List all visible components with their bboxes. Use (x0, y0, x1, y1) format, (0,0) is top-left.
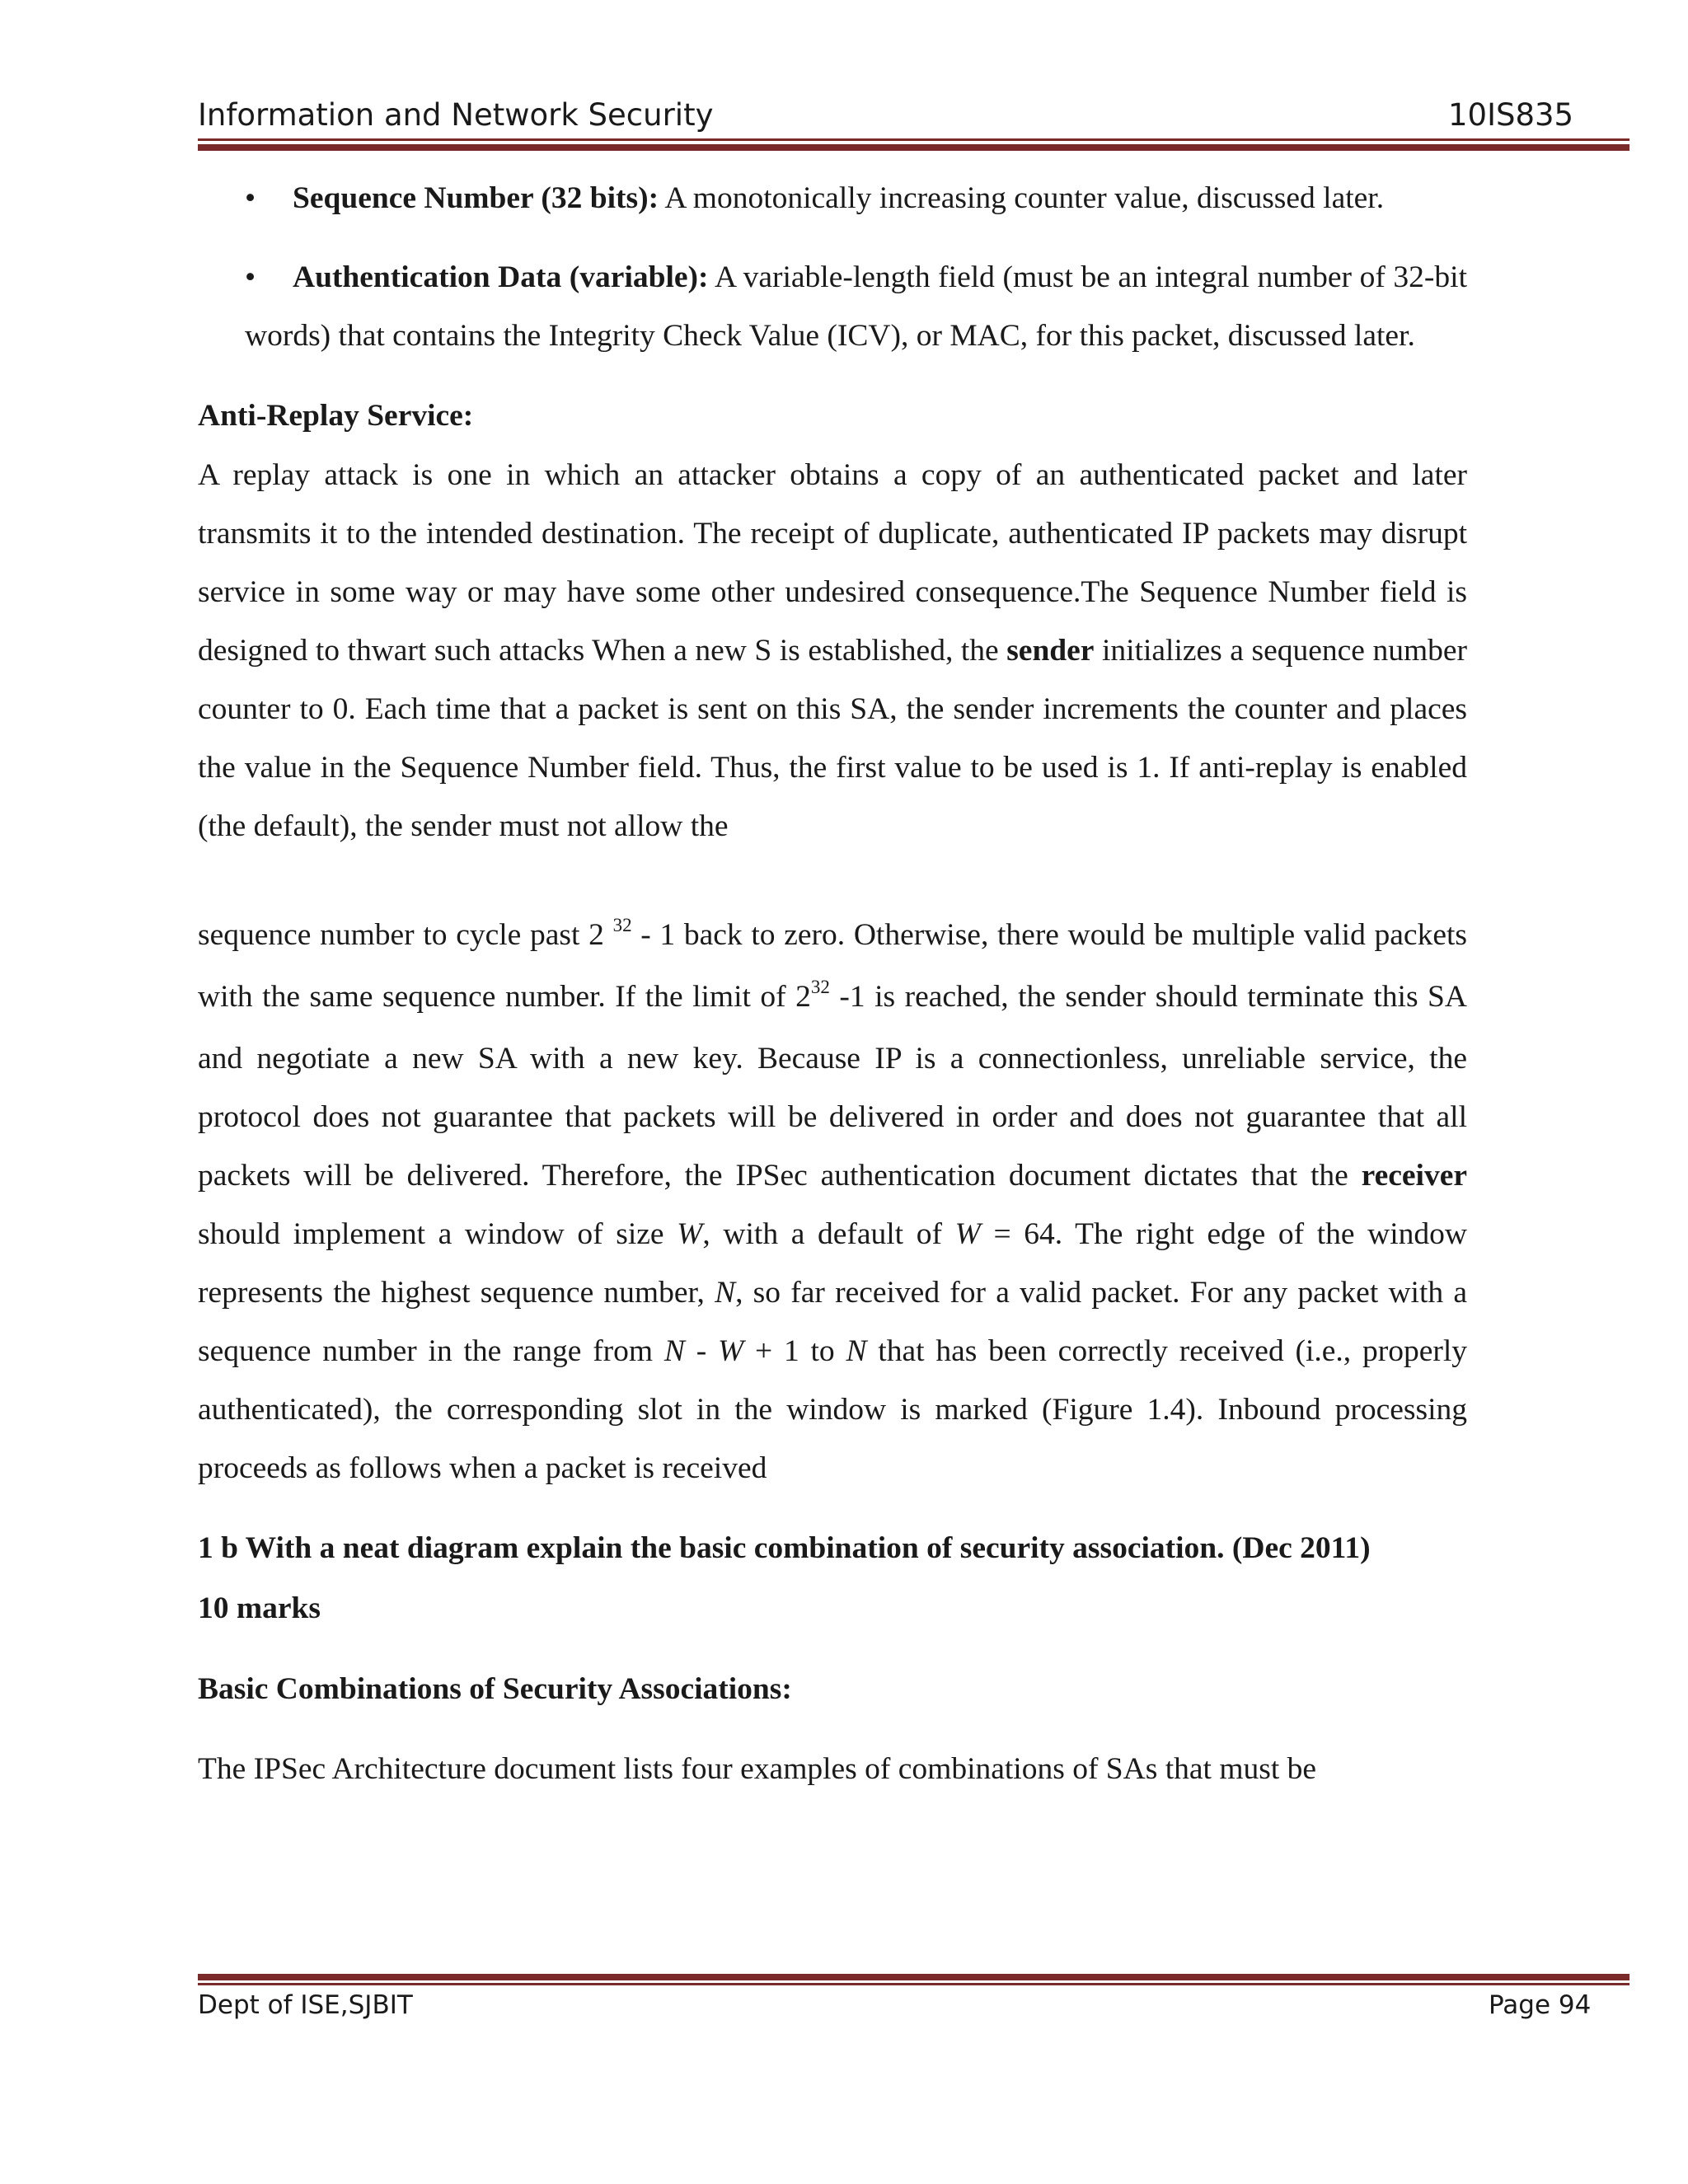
paragraph-text: - 1 back to zero. Otherwise, there would be multiple valid packets with the same sequence number. If the limit of 2 (198, 918, 1467, 1014)
paragraph-text: + 1 to (743, 1334, 846, 1368)
question-marks: 10 marks (198, 1591, 321, 1625)
paragraph-text: A replay attack is one in which an attacker obtains a copy of an authenticated packet and later transmits it to the intended destination. The receipt of duplicate, authenticated IP packets may disrupt service in some way or may have some other undesired consequence.The Sequence Number field is designed to thwart such attacks When a new S is established, the (198, 458, 1467, 668)
spacer (198, 1497, 1467, 1518)
bullet-text: A monotonically increasing counter value, discussed later. (659, 181, 1385, 215)
footer-rule-thin (198, 1983, 1629, 1985)
bold-term-sender: sender (1006, 634, 1095, 668)
paragraph-ipsec-architecture: The IPSec Architecture document lists four examples of combinations of SAs that must be (198, 1752, 1317, 1786)
spacer (198, 227, 1467, 248)
bold-term-receiver: receiver (1361, 1159, 1467, 1193)
paragraph-text: sequence number to cycle past 2 (198, 918, 613, 952)
paragraph-replay-attack (198, 446, 1467, 855)
bullet-sequence-number (245, 169, 1467, 227)
paragraph-text: = 64. The right edge of the window represents the highest sequence number, (198, 1217, 1467, 1310)
paragraph-text: - (684, 1334, 718, 1368)
italic-variable: W (954, 1217, 981, 1251)
bullet-icon: • (245, 181, 256, 215)
spacer (198, 365, 1467, 386)
footer-department: Dept of ISE,SJBIT (198, 1990, 413, 2020)
spacer (198, 855, 1467, 906)
exponent: 32 (810, 977, 830, 997)
paragraph-text: , with a default of (702, 1217, 955, 1251)
italic-variable: W (677, 1217, 703, 1251)
bullet-label: Authentication Data (variable): (293, 260, 709, 294)
italic-variable: N (663, 1334, 685, 1368)
exponent: 32 (612, 915, 632, 935)
paragraph-text: -1 is reached, the sender should terminate this SA and negotiate a new SA with a new key. Because IP is a connectionless, unreliable service, the protocol does not guarantee that packets will be delivered in order and does not guarantee that all packets will be delivered. Therefore, the IPSec authentication document dictates that the (198, 980, 1467, 1193)
bullet-label: Sequence Number (32 bits): (293, 181, 659, 215)
footer-rule-thick (198, 1974, 1629, 1980)
bullet-icon: • (245, 260, 256, 294)
footer-page-number: Page 94 (1489, 1990, 1592, 2020)
paragraph-text: that has been correctly received (i.e., properly authenticated), the corresponding slot in the window is marked (Figure 1.4). Inbound processing proceeds as follows when a packet is received (198, 1334, 1468, 1485)
italic-variable: N (715, 1276, 736, 1310)
header-rule-thin (198, 138, 1629, 141)
header-rule-thick (198, 144, 1629, 151)
paragraph-text: , so far received for a valid packet. For any packet with a sequence number in the range from (198, 1276, 1467, 1368)
italic-variable: N (846, 1334, 867, 1368)
header-title: Information and Network Security (198, 97, 714, 133)
section-heading-anti-replay: Anti-Replay Service: (198, 399, 474, 433)
bullet-text: A variable-length field (must be an integral number of 32-bit words) that contains the Integrity Check Value (ICV), or MAC, for this packet, discussed later. (245, 260, 1468, 353)
section-heading-basic-combinations: Basic Combinations of Security Associations: (198, 1672, 792, 1706)
header-course-code: 10IS835 (1448, 97, 1574, 133)
paragraph-sequence-window (198, 906, 1467, 1497)
spacer (198, 1638, 1467, 1659)
paragraph-text: initializes a sequence number counter to 0. Each time that a packet is sent on this SA, the sender increments the counter and places the value in the Sequence Number field. Thus, the first value to be used is 1. If anti-replay is enabled (the default), the sender must not allow the (198, 634, 1467, 843)
paragraph-text: should implement a window of size (198, 1217, 678, 1251)
page-body (198, 169, 1467, 1798)
italic-variable: W (717, 1334, 744, 1368)
question-line: 1 b With a neat diagram explain the basic combination of security association. (Dec 2011) (198, 1531, 1371, 1565)
bullet-authentication-data (245, 248, 1467, 365)
spacer (198, 1719, 1467, 1740)
